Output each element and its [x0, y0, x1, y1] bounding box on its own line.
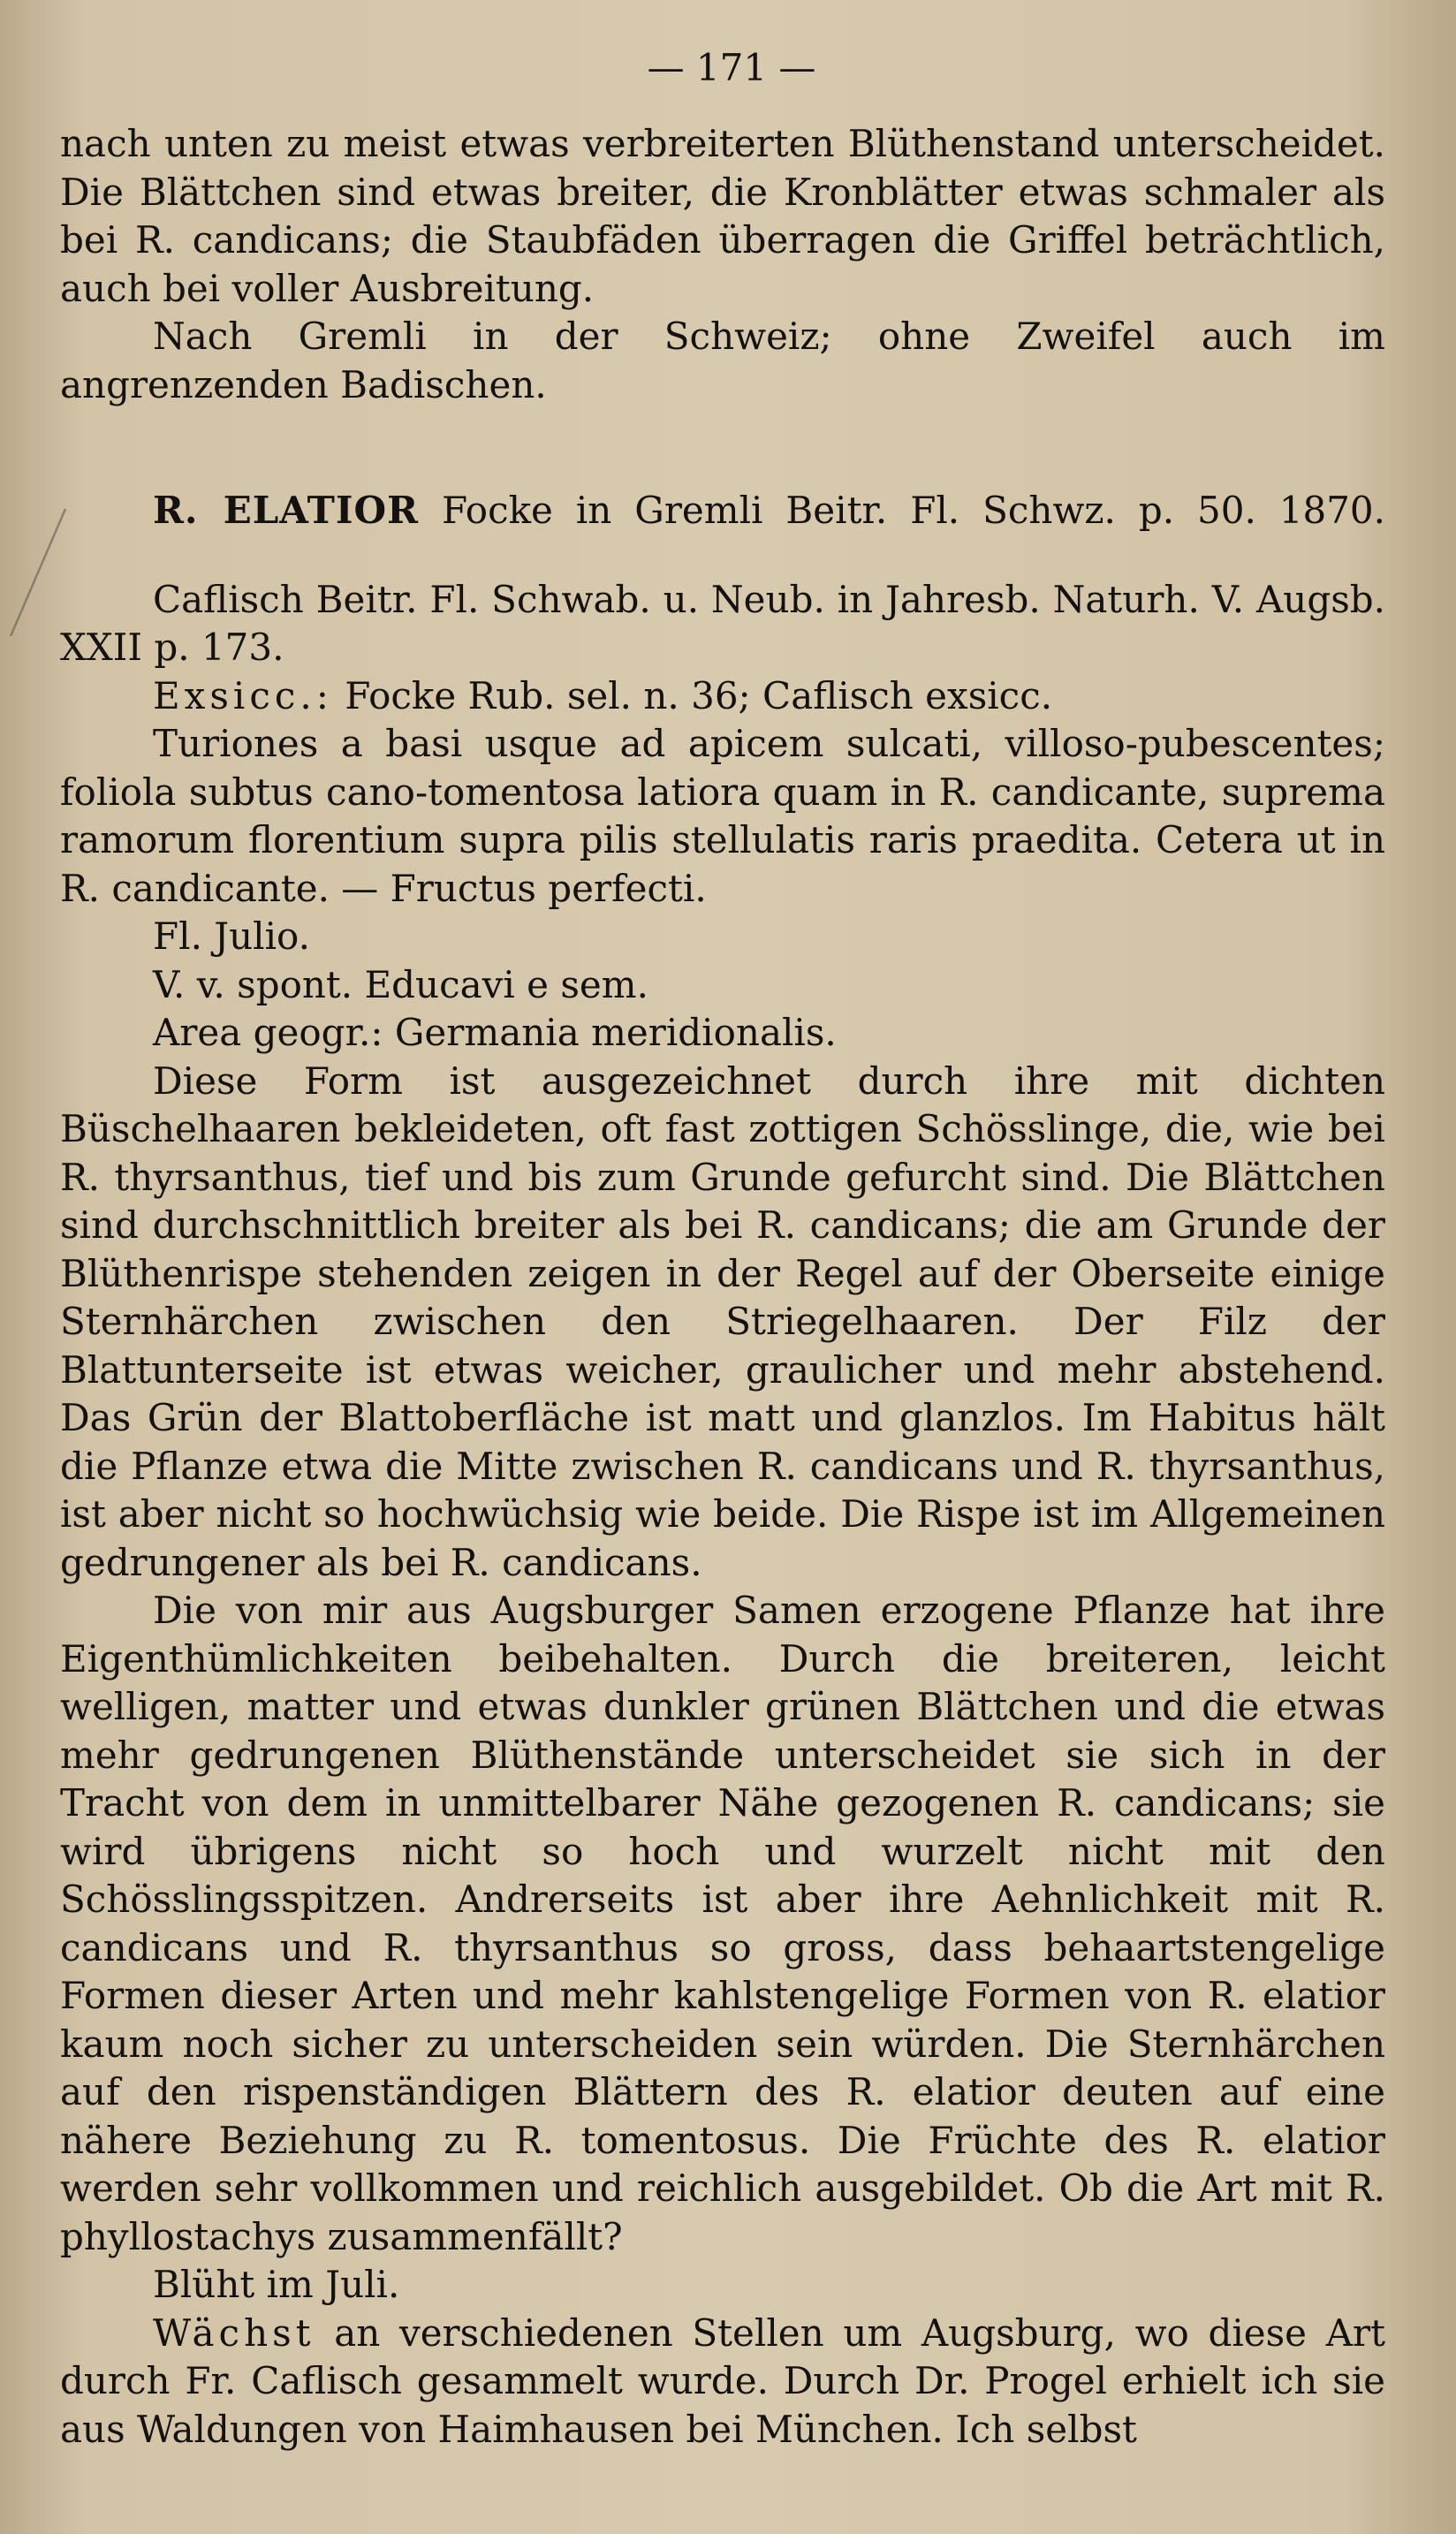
habitat-text: an verschiedenen Stellen um Augsburg, wo diese Art durch Fr. Caflisch gesammelt wurde. Durch Dr. Progel erhielt ich sie aus Waldungen von Haimhausen bei München. Ich selbst — [60, 2310, 1385, 2451]
flowering-german: Blüht im Juli. — [153, 2263, 400, 2306]
habitat-label: Wächst — [153, 2310, 315, 2355]
cultivation-paragraph: Die von mir aus Augsburger Samen erzogene Pflanze hat ihre Eigenthümlichkeiten beibehalten. Durch die breiteren, leicht welligen, matter und etwas dunkler grünen Blättchen und die etwas mehr gedrungenen Blüthenstände unterscheidet sie sich in der Tracht von dem in unmittelbarer Nähe gezogenen R. candicans; sie wird übrigens nicht so hoch und wurzelt nicht mit den Schösslingsspitzen. Andrerseits ist aber ihre Aehnlichkeit mit R. candicans und R. thyrsanthus so gross, dass behaartstengelige Formen dieser Arten und mehr kahlstengelige Formen von R. elatior kaum noch sicher zu unterscheiden sein würden. Die Sternhärchen auf den rispenständigen Blättern des R. elatior deuten auf eine nähere Beziehung zu R. tomentosus. Die Früchte des R. elatior werden sehr vollkommen und reichlich ausgebildet. Ob die Art mit R. phyllostachys zusammenfällt? — [60, 1589, 1385, 2258]
species-name: R. ELATIOR — [153, 489, 419, 532]
german-description: Diese Form ist ausgezeichnet durch ihre mit dichten Büschelhaaren bekleideten, oft fast zottigen Schösslinge, die, wie bei R. thyrsanthus, tief und bis zum Grunde gefurcht sind. Die Blättchen sind durchschnittlich breiter als bei R. candicans; die am Grunde der Blüthenrispe stehenden zeigen in der Regel auf der Oberseite einige Sternhärchen zwischen den Striegelhaaren. Der Filz der Blattunterseite ist etwas weicher, graulicher und mehr abstehend. Das Grün der Blattoberfläche ist matt und glanzlos. Im Habitus hält die Pflanze etwa die Mitte zwischen R. candicans und R. thyrsanthus, ist aber nicht so hochwüchsig wie beide. Die Rispe ist im Allgemeinen gedrungener als bei R. candicans. — [60, 1058, 1385, 1584]
literature-reference: Caflisch Beitr. Fl. Schwab. u. Neub. in Jahresb. Naturh. V. Augsb. XXII p. 173. — [60, 577, 1385, 669]
exsiccata-line — [60, 672, 1385, 721]
exsiccata-label: Exsicc.: — [153, 673, 333, 717]
page-text — [60, 120, 1385, 2454]
latin-description: Turiones a basi usque ad apicem sulcati, villoso-pubescentes; foliola subtus cano-tomentosa latiora quam in R. candicante, suprema ramorum florentium supra pilis stellulatis raris praedita. Cetera ut in R. candicante. — Fructus perfecti. — [60, 722, 1385, 910]
paragraph-distribution: Nach Gremli in der Schweiz; ohne Zweifel auch im angrenzenden Badischen. — [60, 315, 1385, 406]
species-heading — [60, 487, 1385, 535]
habitat-paragraph — [60, 2310, 1385, 2454]
species-citation: Focke in Gremli Beitr. Fl. Schwz. p. 50. 1870. — [441, 489, 1386, 532]
area-line: Area geogr.: Germania meridionalis. — [153, 1011, 837, 1054]
seen-line: V. v. spont. Educavi e sem. — [153, 962, 648, 1006]
exsiccata-text: Focke Rub. sel. n. 36; Caflisch exsicc. — [345, 673, 1053, 717]
page-number: — 171 — — [647, 46, 816, 89]
flowering-latin: Fl. Julio. — [153, 914, 310, 958]
paragraph-continued: nach unten zu meist etwas verbreiterten Blüthenstand unterscheidet. Die Blättchen sind etwas breiter, die Kronblätter etwas schmaler als bei R. candicans; die Staubfäden überragen die Griffel beträchtlich, auch bei voller Ausbreitung. — [60, 122, 1385, 310]
